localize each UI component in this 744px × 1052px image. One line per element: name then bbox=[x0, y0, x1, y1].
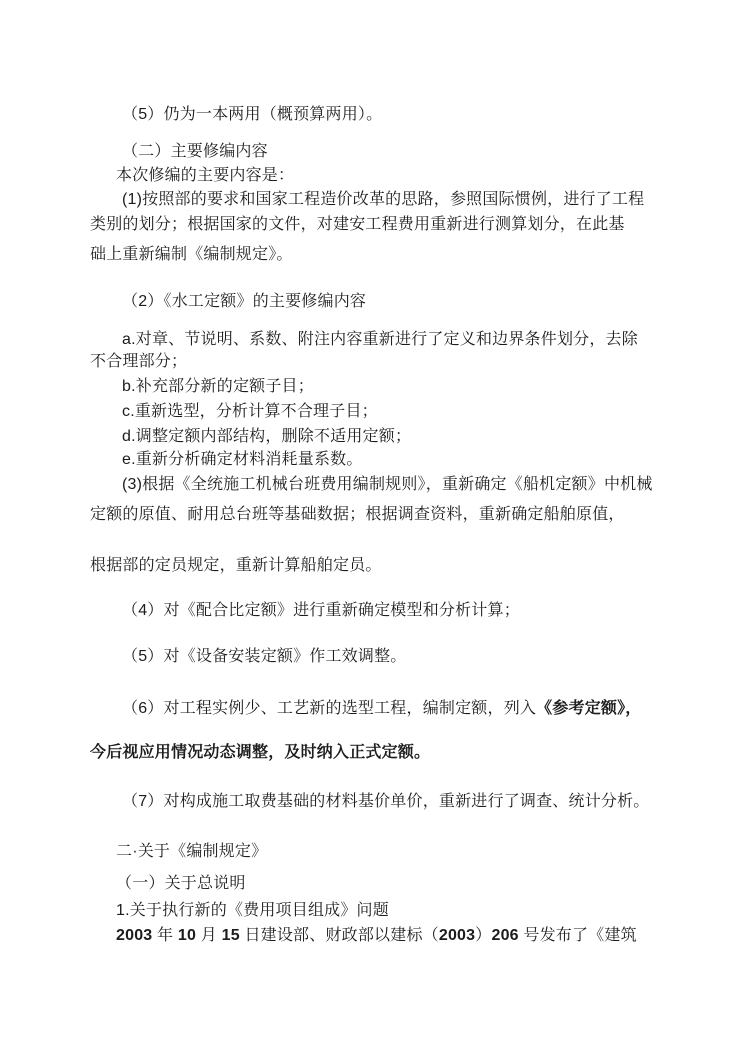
text-line bbox=[90, 166, 294, 185]
text-line bbox=[90, 142, 268, 161]
text-segment: 础上重新编制《编制规定》。 bbox=[90, 246, 293, 263]
text-line bbox=[90, 292, 366, 311]
text-line bbox=[90, 402, 378, 421]
text-line bbox=[90, 190, 644, 209]
text-segment: 本次修编的主要内容是： bbox=[116, 167, 295, 184]
text-segment: （二）主要修编内容 bbox=[122, 143, 268, 160]
text-segment: 年 bbox=[152, 927, 178, 944]
bold-text-segment: 今后视应用情况动态调整，及时纳入正式定额。 bbox=[90, 744, 431, 761]
bold-text-segment: 《参考定额》， bbox=[536, 700, 642, 717]
text-line bbox=[90, 556, 382, 575]
text-line bbox=[90, 330, 638, 349]
text-line bbox=[90, 215, 625, 234]
text-segment: （7）对构成施工取费基础的材料基价单价，重新进行了调查、统计分析。 bbox=[122, 793, 650, 810]
text-segment: 号发布了《建筑 bbox=[518, 927, 637, 944]
text-line bbox=[90, 505, 625, 524]
text-segment: 类别的划分；根据国家的文件，对建安工程费用重新进行测算划分，在此基 bbox=[90, 216, 625, 233]
text-segment: 二·关于《编制规定》 bbox=[116, 843, 268, 860]
text-segment: c.重新选型，分析计算不合理子目； bbox=[122, 403, 378, 420]
text-line bbox=[90, 601, 520, 620]
text-segment: 不合理部分； bbox=[90, 353, 188, 370]
text-segment: （5）对《设备安装定额》作工效调整。 bbox=[122, 648, 407, 665]
text-segment: a.对章、节说明、系数、附注内容重新进行了定义和边界条件划分，去除 bbox=[122, 331, 638, 348]
text-line bbox=[90, 743, 430, 762]
bold-text-segment: 10 bbox=[177, 927, 197, 944]
text-line bbox=[90, 901, 389, 920]
text-segment: （6）对工程实例少、工艺新的选型工程，编制定额，列入 bbox=[122, 700, 537, 717]
text-line bbox=[90, 647, 407, 666]
text-line bbox=[90, 926, 637, 945]
text-segment: (3)根据《全统施工机械台班费用编制规则》，重新确定《船机定额》中机械 bbox=[122, 476, 653, 493]
text-line bbox=[90, 245, 293, 264]
text-line bbox=[90, 842, 267, 861]
bold-text-segment: 15 bbox=[221, 927, 240, 944]
text-line bbox=[90, 377, 314, 396]
text-line bbox=[90, 450, 363, 469]
text-segment: （5）仍为一本两用（概预算两用）。 bbox=[122, 106, 383, 123]
text-segment: （4）对《配合比定额》进行重新确定模型和分析计算； bbox=[122, 602, 520, 619]
text-segment: d.调整定额内部结构，删除不适用定额； bbox=[122, 428, 412, 445]
bold-text-segment: 206 bbox=[491, 927, 519, 944]
text-segment: ） bbox=[475, 927, 492, 944]
text-line bbox=[90, 475, 653, 494]
text-segment: 月 bbox=[196, 927, 222, 944]
bold-text-segment: 2003 bbox=[438, 927, 476, 944]
text-segment: (1)按照部的要求和国家工程造价改革的思路，参照国际惯例，进行了工程 bbox=[122, 191, 645, 208]
text-segment: 日建设部、财政部以建标（ bbox=[239, 927, 439, 944]
text-line bbox=[90, 874, 246, 893]
bold-text-segment: 2003 bbox=[116, 927, 153, 944]
text-line bbox=[90, 352, 187, 371]
text-line bbox=[90, 427, 411, 446]
text-segment: 根据部的定员规定，重新计算船舶定员。 bbox=[90, 557, 382, 574]
text-segment: e.重新分析确定材料消耗量系数。 bbox=[122, 451, 363, 468]
text-segment: b.补充部分新的定额子目； bbox=[122, 378, 314, 395]
text-segment: 定额的原值、耐用总台班等基础数据；根据调查资料，重新确定船舶原值， bbox=[90, 506, 625, 523]
text-line bbox=[90, 699, 642, 718]
text-line bbox=[90, 105, 382, 124]
text-segment: （一）关于总说明 bbox=[116, 875, 246, 892]
text-segment: 1.关于执行新的《费用项目组成》问题 bbox=[116, 902, 389, 919]
text-line bbox=[90, 792, 650, 811]
text-segment: （2）《水工定额》的主要修编内容 bbox=[122, 293, 367, 310]
